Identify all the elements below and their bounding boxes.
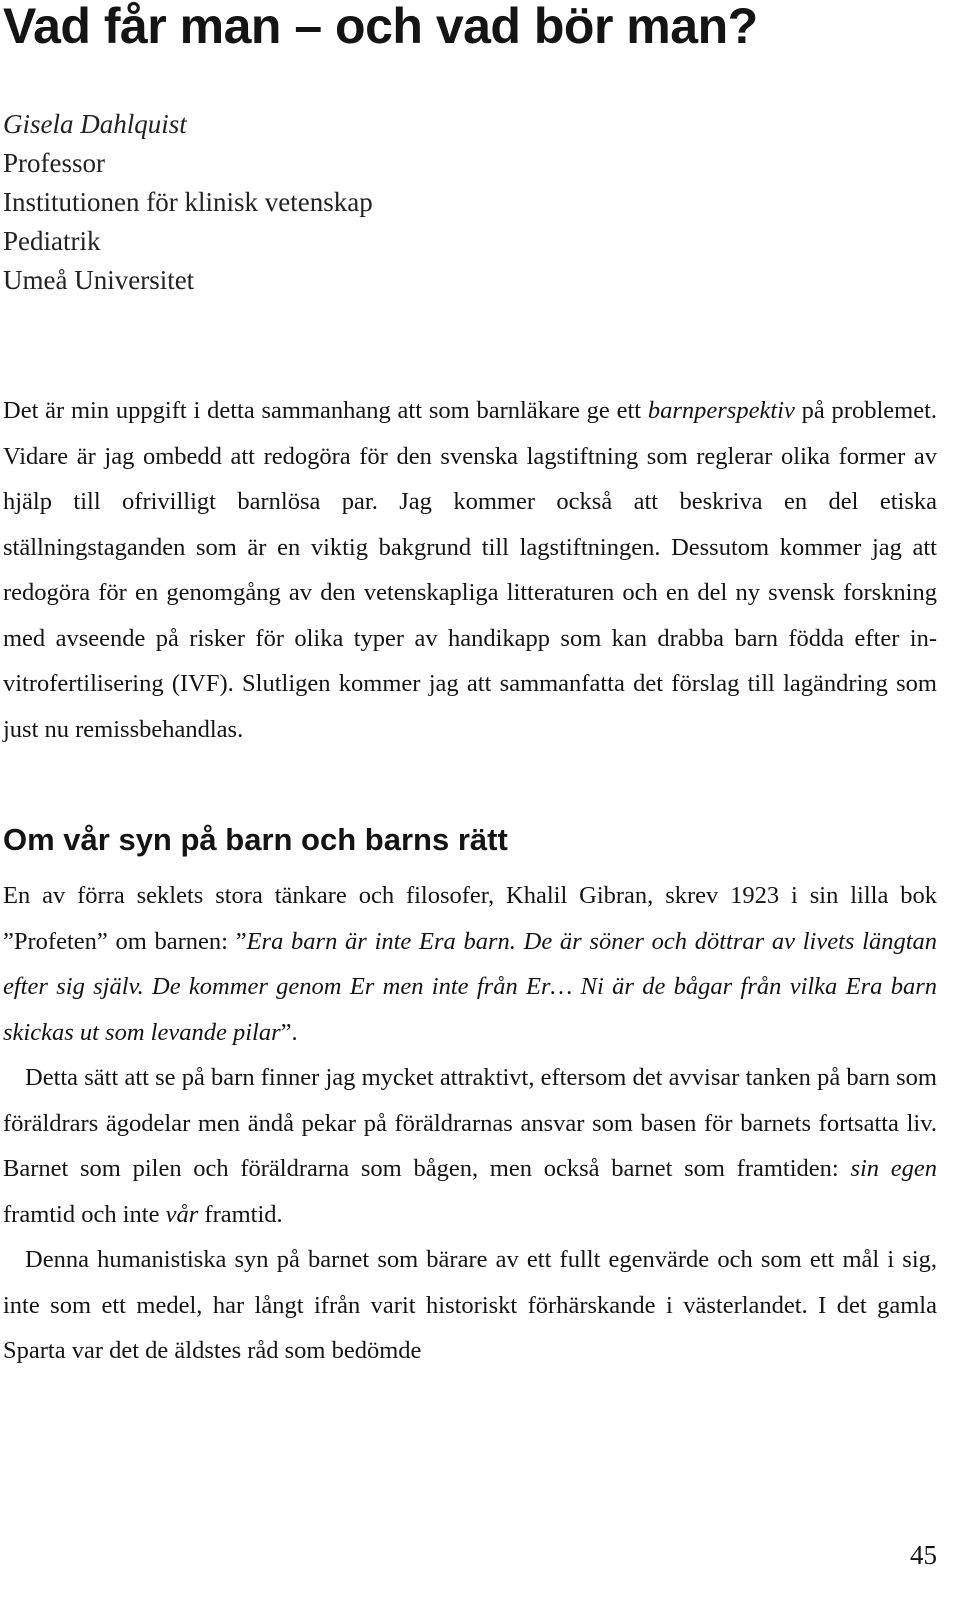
paragraph-2-text-c: framtid.: [198, 1200, 283, 1228]
author-division: Pediatrik: [3, 226, 101, 256]
section-heading: Om vår syn på barn och barns rätt: [3, 822, 508, 857]
page-title: Vad får man – och vad bör man?: [3, 0, 758, 54]
paragraph-2-text-a: Detta sätt att se på barn finner jag mycket attraktivt, eftersom det avvisar tanken på barn som föräldrars ägodelar men ändå pekar på föräldrarnas ansvar som basen för barnets fortsatta liv. Barnet som pilen och föräldrarna som bågen, men också barnet som framtiden:: [3, 1064, 937, 1182]
intro-text-2: på problemet. Vidare är jag ombedd att redogöra för den svenska lagstiftning som reglerar olika former av hjälp till ofrivilligt barnlösa par. Jag kommer också att beskriva en del etiska ställningstaganden som är en viktig bakgrund till lagstiftningen. Dessutom kommer jag att redogöra för en genomgång av den vetenskapliga litteraturen och en del ny svensk forskning med avseende på risker för olika typer av handikapp som kan drabba barn födda efter in-vitrofertilisering (IVF). Slutligen kommer jag att sammanfatta det förslag till lagändring som just nu remissbehandlas.: [3, 397, 937, 743]
gibran-quote-end: ”.: [280, 1018, 298, 1046]
intro-emphasis: barnperspektiv: [647, 397, 795, 424]
paragraph-2-emphasis-2: vår: [165, 1200, 199, 1228]
author-department: Institutionen för klinisk vetenskap: [3, 187, 373, 217]
author-position: Professor: [3, 148, 105, 178]
body-paragraph-3: Denna humanistiska syn på barnet som bärare av ett fullt egenvärde och som ett mål i sig, inte som ett medel, har långt ifrån varit historiskt förhärskande i västerlandet. I det gamla Sparta var det de äldstes råd som bedömde: [3, 1246, 937, 1364]
gibran-lead: En av förra seklets stora tänkare och filosofer, Khalil Gibran, skrev 1923 i sin lilla bok ”Profeten” om barnen: ”: [3, 882, 937, 955]
intro-paragraph: [3, 388, 937, 752]
author-name: Gisela Dahlquist: [3, 109, 187, 139]
gibran-quote: Era barn är inte Era barn. De är söner och döttrar av livets längtan efter sig själv. De kommer genom Er men inte från Er… Ni är de bågar från vilka Era barn skickas ut som levande pilar: [3, 927, 937, 1046]
body-paragraph-1: [3, 873, 937, 1055]
paragraph-2-emphasis-1: sin egen: [850, 1155, 937, 1182]
body-paragraph-2: [3, 1055, 937, 1237]
author-block: [3, 105, 373, 300]
author-university: Umeå Universitet: [3, 265, 195, 295]
page-number: 45: [910, 1540, 937, 1570]
paragraph-2-text-b: framtid och inte: [3, 1200, 166, 1228]
section-body: [3, 873, 937, 1374]
intro-text-1: Det är min uppgift i detta sammanhang att som barnläkare ge ett: [3, 397, 648, 424]
